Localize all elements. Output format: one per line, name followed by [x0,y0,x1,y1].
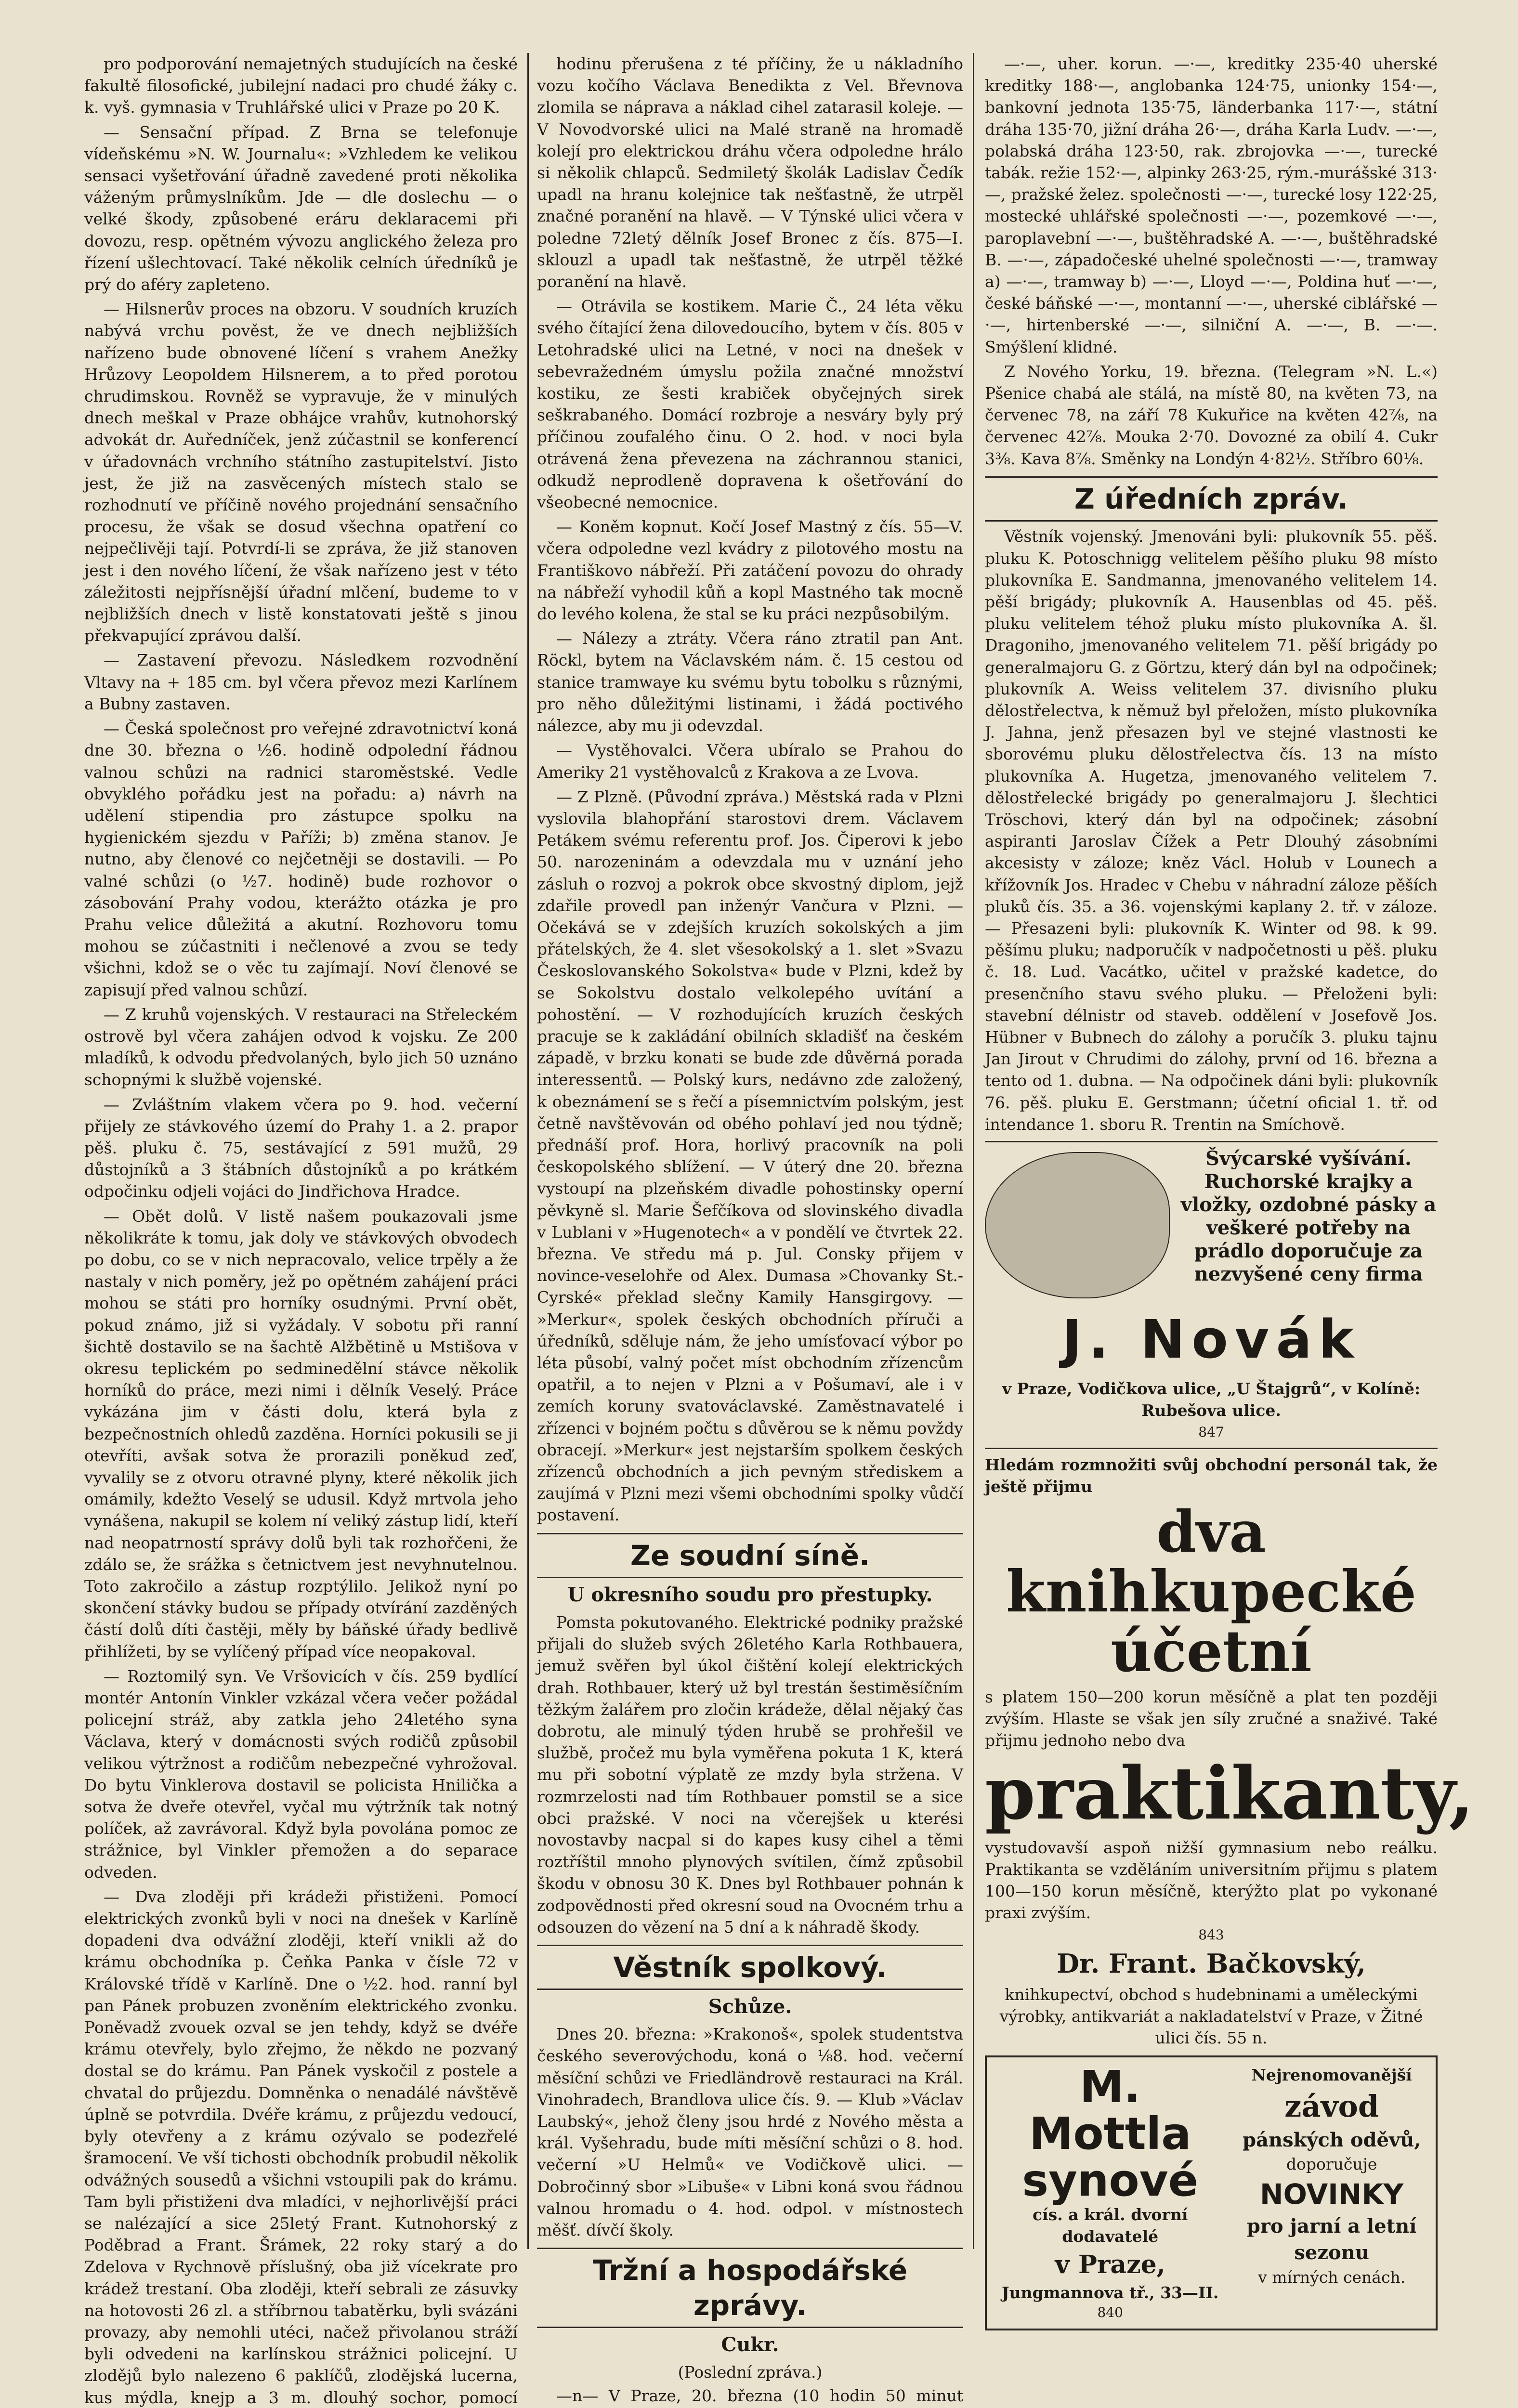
ad-signature: Dr. Frant. Bačkovský, [1057,1948,1366,1979]
section-heading: Z úředních zpráv. [985,476,1438,522]
ad-right [1234,2064,1429,2322]
advertisement-bookshop [985,1448,1474,2049]
article-paragraph: Z Nového Yorku, 19. března. (Telegram »N. L.«) Pšenice chabá ale stálá, na místě 80, na květen 73, na červenec 78, na září 78 Kukuřice na květen 42⅞, na červenec 42⅞. Mouka 2·70. Dovozné za obilí 4. Cukr 3⅜. Kava 8⅞. Směnky na Londýn 4·82½. Stříbro 60⅛. [985,362,1438,468]
ad-number: 840 [1097,2304,1123,2321]
subsection-heading: Cukr. [721,2333,779,2356]
ad-text: pro jarní a letní sezonu [1246,2215,1417,2264]
article-paragraph: Věstník vojenský. Jmenováni byli: plukovník 55. pěš. pluku K. Potoschnigg velitelem pěšího pluku 98 místo plukovníka E. Sandmanna, jmenovaného velitelem 14. pěší brigády; plukovník A. Hausenblas od 45. pěš. pluku velitelem téhož pluku místo plukovníka A. šl. Dragoniho, jmenovaného velitelem 71. pěší brigády po generalmajoru G. z Görtzu, který dán byl na odpočinek; plukovník A. Weiss velitelem 37. divisního pluku dělostřelectva, k němuž byl přeložen, místo plukovníka J. Jahna, jenž přesazen byl ve stejné vlastnosti ke sborovému pluku dělostřelectva čís. 13 na místo plukovníka A. Hugetza, jmenovaného velitelem 7. dělostřelecké brigády po generalmajoru J. šlechtici Tröschovi, který dán byl na odpočinek; zásobní aspiranti Jaroslav Čížek a Petr Dlouhý zásobními akcesisty v záloze; kněz Václ. Holub v Lounech a křížovník Jos. Hradec v Chebu v náhradní záloze pěších pluků čís. 35. a 36. vojenskými kaplany 2. tř. v záloze. — Přesazeni byli: plukovník K. Winter od 98. k 99. pěšímu pluku; nadporučík v nadpočetnosti u pěš. pluku č. 18. Lud. Vacátko, učitel v pražské kadetce, do presenčního stavu svého pluku. — Přeloženi byli: stavební délnistr od staveb. oddělení v Josefově Jos. Hübner v Bubnech do zálohy a poručík 3. pluku tajnu Jan Jirout v Chrudimi do zálohy, první od 16. března a tento od 1. dubna. — Na odpočinek dáni byli: plukovník 76. pěš. pluku E. Gerstmann; účetní oficial 1. tř. od intendance 1. sboru R. Trentin na Smíchově. [985,527,1438,1134]
ad-text: s platem 150—200 korun měsíčně a plat ten později zvýším. Hlaste se však jen síly zručné a snaživé. Také přijmu jednoho nebo dva [985,1687,1438,1750]
article-paragraph: — Roztomilý syn. Ve Vršovicích v čís. 259 bydlící montér Antonín Vinkler vzkázal včera večer požádal policejní stráž, aby zatkla jeho 24letého syna Václava, který v domácnosti svých rodičů způsobil velikou výtržnost a rodičům nebezpečné vyhrožoval. Do bytu Vinklerova dostavil se policista Hnilička a sotva že dveře otevřel, vyčal mu výtržník tak notný políček, až zavrávoral. Když byla povolána pomoc ze strážnice, byl Vinkler přemožen a do separace odveden. [84,1666,518,1882]
article-paragraph: pro podporování nemajetných studujících na české fakultě filosofické, jubilejní nadaci pro chudé žáky c. k. vyš. gymnasia v Truhlářské ulici v Praze po 20 K. [84,54,518,117]
article-paragraph: — Z kruhů vojenských. V restauraci na Střeleckém ostrově byl včera zahájen odvod k vojsku. Ze 200 mladíků, k odvodu předvolaných, bylo jich 50 uznáno schopnými k službě vojenské. [84,1005,518,1089]
map-illustration [985,1152,1170,1298]
advertisement-embroidery [985,1141,1438,1441]
ad-text: doporučuje [1286,2155,1377,2174]
article-paragraph: — Hilsnerův proces na obzoru. V soudních kruzích nabývá vrchu pověst, že ve dnech nejbližších nařízeno bude obnovené líčení s vrahem Anežky Hrůzovy Leopoldem Hilsnerem, a to před porotou chrudimskou. Rovněž se vypravuje, že v minulých dnech meškal v Praze obhájce vrahův, kutnohorský advokát dr. Auředníček, jenž zúčastnil se konferencí v úřadovnách vrchního státního zastupitelství. Jisto jest, že již na zasvěcených místech stalo se rozhodnutí ve příčině nového projednání sensačního procesu, že však se dosud všechna opatření co nejpečlivěji tají. Potvrdí-li se zpráva, že již stanoven jest i den nového líčení, že však nařízeno jest v této záležitosti nejpřísnější úřadní mlčení, budeme to v nejbližších dnech v listě konstatovati ještě s jinou překvapující zprávou další. [84,300,518,645]
note: (Poslední zpráva.) [678,2363,823,2382]
section-heading: Tržní a hospodářské zprávy. [537,2248,963,2328]
ad-shop-name: J. Novák [1062,1309,1361,1371]
ad-text: Švýcarské vyšívání. Ruchorské krajky a vložky, ozdobné pásky a veškeré potřeby na prádlo doporučuje za nezvyšené ceny firma [1180,1147,1437,1286]
ad-text: vystudovavší aspoň nižší gymnasium nebo reálku. Praktikanta se vzděláním universitním přijmu s platem 100—150 korun měsíčně, kterýžto plat po vykonané praxi zvýším. [985,1838,1438,1923]
ad-text: v Praze, [1055,2250,1165,2279]
article-paragraph: — Česká společnost pro veřejné zdravotnictví koná dne 30. března o ½6. hodině odpolední řádnou valnou schůzi na radnici staroměstské. Vedle obvyklého pořádku jest na pořadu: a) návrh na udělení stipendia pro zástupce spolku na hygienickém sjezdu v Paříži; b) změna stanov. Je nutno, aby členové co nejčetněji se dostavili. — Po valné schůzi (o ½7. hodině) bude rozhovor o zásobování Prahy vodou, kterážto otázka je pro Prahu velice důležitá a akutní. Rozhovoru tomu mohou se zúčastniti i nečlenové a zvou se tedy všichni, kdož se o věc tu zajímají. Noví členové se zapisují před valnou schůzí. [84,719,518,999]
article-paragraph: Pomsta pokutovaného. Elektrické podniky pražské přijali do služeb svých 26letého Karla Rothbauera, jemuž svěřen byl úkol čištění kolejí elektrických drah. Rothbauer, který už byl trestán šestiměsíčním těžkým žalářem pro zločin krádeže, dělal nějaký čas dobrotu, ale minulý týden hrubě se prohřešil ve službě, pročež mu byla vyměřena pokuta 1 K, která mu při sobotní výplatě ze mzdy byla stržena. V rozmrzelosti nad tím Rothbauer pomstil se a sice obci pražské. V noci na včerejšek u kterési novostavby nacpal si do kapes kusy cihel a těmi roztříštil mnoho plynových svítilen, čímž způsobil škodu v obnosu 30 K. Dnes byl Rothbauer pohnán k zodpovědnosti před okresní soud na Ovocném trhu a odsouzen do vězení na 5 dní a k náhradě škody. [537,1612,963,1937]
article-paragraph: — Obět dolů. V listě našem poukazovali jsme několikráte k tomu, jak doly ve stávkových obvodech po dobu, co se v nich nepracovalo, velice trpěly a že nastaly v nich poměry, jež po opětném zahájení práci mohou se státi pro horníky osudnými. První obět, pokud známo, již si vyžádaly. V sobotu při ranní šichtě dostavilo se na šachtě Alžbětině u Mstišova v okresu teplickém po sedminedělní stávce několik horníků do práce, mezi nimi i dělník Veselý. Práce vykázána jim v části dolu, která byla z bezpečnostních ohledů zazděna. Horníci pokusili se ji otevříti, avšak sotva že prorazili poněkud zeď, vyvalily se z otvoru otravné plyny, které několik jich omámily, kdežto Veselý se udusil. Když mrtvola jeho vynášena, nakupil se kolem ní veliký zástup lidí, kteří nad neopatrností správy dolů byli tak rozhořčeni, že zdálo se, že srážka s četnictvem jest nevyhnutelnou. Toto zakročilo a zástup rozptýlilo. Jelikož nyní po skončení stávky budou se případy otvírání zazděných částí dolů díti častěji, měly by báňské úřady bedlivě přihlížeti, by se vylíčený případ více neopakoval. [84,1206,518,1661]
ad-shop-name: synové [1022,2154,1199,2206]
ad-text: Nejrenomovanější [1251,2066,1412,2085]
ad-text: knihkupectví, obchod s hudebninami a uměleckými výrobky, antikvariát a nakladatelství v Praze, v Žitné ulici čís. 55 n. [999,1985,1423,2048]
ad-number: 843 [1198,1926,1224,1943]
article-paragraph: — Otrávila se kostikem. Marie Č., 24 léta věku svého čítající žena dilovedoucího, bytem v čís. 805 v Letohradské ulici na Letné, v noci na dnešek v sebevražedném úmyslu požila značné množství kostiku, ze šesti krabiček obyčejných sirek seškrabaného. Domácí rozbroje a nesváry byly prý příčinou zoufalého činu. O 2. hod. v noci byla otrávená žena převezena na záchrannou stanici, odkudž neprodleně dopravena k ošetřování do všeobecné nemocnice. [537,297,963,512]
article-paragraph: — Nálezy a ztráty. Včera ráno ztratil pan Ant. Röckl, bytem na Václavském nám. č. 15 cestou od stanice tramwaye ku svému bytu tobolku s různými, pro něho důležitými listinami, i žádá poctivého nálezce, aby mu ji odevzdal. [537,629,963,735]
column-divider [527,53,529,2249]
ad-text: pánských oděvů, [1243,2128,1421,2151]
ad-text: v mírných cenách. [1258,2267,1406,2287]
article-paragraph: — Dva zloději při krádeži přistiženi. Pomocí elektrických zvonků byli v noci na dnešek v Karlíně dopadeni dva odvážní zloději, kteří vnikli až do krámu obchodníka p. Čeňka Panka v čísle 72 v Královské třídě v Karlíně. Dne o ½2. hod. ranní byl pan Pánek probuzen zvoněním elektrického zvonku. Poněvadž zvouek ozval se jen tehdy, když se dvéře krámu otevřely, bylo zřejmo, že někdo ne pozvaný dostal se do krámu. Pan Pánek vyskočil z postele a chvatal do průjezdu. Domněnka o nenadálé návštěvě úplně se potvrdila. Dvéře krámu, z průjezdu vedoucí, byly otevřeny a z krámu ozývalo se podezřelé šramocení. Ve vší tichosti obchodník probudil několik odvážných sousedů a všichni vstoupili pak do krámu. Tam byli přistiženi dva mladíci, v nejhorlivější práci se nalézající a sice 25letý Frant. Kutnohorský z Poděbrad a Frant. Šrámek, 22 roky starý a do Zdelova v Rychnově příslušný, oba již vícekrate pro krádež trestaní. Oba zloději, kteří sebrali ze zásuvky na hotovosti 26 zl. a stříbrnou tabatěrku, byli svázáni provazy, aby nemohli utéci, načež přivolanou stráží byli odvedeni na karlínskou strážnici policejní. U zlodějů bylo nalezeno 6 paklíčů, zlodějská lucerna, kus mýdla, knejp a 3 m. dlouhý sochor, pomocí [84,1887,518,2407]
article-paragraph: —·—, uher. korun. —·—, kreditky 235·40 uherské kreditky 188·—, anglobanka 124·75, unionky 154·—, bankovní jednota 135·75, länderbanka 117·—, státní dráha 135·70, jižní dráha 26·—, dráha Karla Ludv. —·—, polabská dráha 123·50, rak. zbrojovka —·—, turecké tabák. režie 152·—, alpinky 263·25, rým.-murášské 313·—, pražské želez. společnosti —·—, turecké losy 122·25, mostecké uhlářské společnosti —·—, pozemkové —·—, paroplavební —·—, buštěhradské A. —·—, buštěhradské B. —·—, západočeské uhelné společnosti —·—, tramway a) —·—, tramway b) —·—, Lloyd —·—, Poldina huť —·—, české báňské —·—, montanní —·—, uherské ciblářské —·—, hirtenberské —·—, silniční A. —·—, B. —·—. Smýšlení klidné. [985,54,1438,356]
ad-left [994,2061,1227,2322]
column-1 [84,53,518,2407]
section-heading: Věstník spolkový. [537,1945,963,1990]
ad-headline: dva knihkupecké účetní [1006,1498,1416,1685]
advertisement-tailor [985,2055,1438,2330]
ad-text: NOVINKY [1260,2177,1404,2211]
article-paragraph: hodinu přerušena z té příčiny, že u nákladního vozu kočího Václava Benedikta z Vel. Břevnova zlomila se náprava a náklad cihel zatarasil koleje. — V Novodvorské ulici na Malé straně na hromadě kolejí pro elektrickou dráhu včera odpoledne hrálo si několik chlapců. Sedmiletý školák Ladislav Čedík upadl na hranu kolejnice tak nešťastně, že utrpěl značné poranění na hlavě. — V Týnské ulici včera v poledne 72letý dělník Josef Bronec z čís. 875—I. sklouzl a upadl tak nešťastně, že utrpěl těžké poranění na hlavě. [537,54,963,291]
article-paragraph: — Koněm kopnut. Kočí Josef Mastný z čís. 55—V. včera odpoledne vezl kvádry z pilotového mostu na Františkovo nábřeží. Při zatáčení povozu do ohrady na nábřeží vyhodil kůň a kopl Mastného tak mocně do levého kolena, že stal se ku práci nezpůsobilým. [537,517,963,624]
article-paragraph: Dnes 20. března: »Krakonoš«, spolek studentstva českého severovýchodu, koná o ⅛8. hod. večerní měsíční schůzi ve Friedländrově restauraci na Král. Vinohradech, Brandlova ulice čís. 9. — Klub »Václav Laubský«, jehož členy jsou hrdé z Nového města a král. Vyšehradu, bude míti měsíční schůzi o 8. hod. večerní »U Helmů« ve Vodičkově ulici. — Dobročinný sbor »Libuše« v Libni koná svou řádnou valnou hromadu o 4. hod. odpol. v místnostech měšť. dívčí školy. [537,2025,963,2240]
ad-headline: praktikanty, [985,1751,1474,1836]
column-2 [537,53,963,2406]
article-paragraph: — Vystěhovalci. Včera ubíralo se Prahou do Ameriky 21 vystěhovalců z Krakova a ze Lvova. [537,741,963,782]
column-divider [973,53,974,2249]
article-paragraph: — Z Plzně. (Původní zpráva.) Městská rada v Plzni vyslovila blahopřání starostovi drem. Václavem Petákem svému referentu prof. Jos. Čiperovi k jebo 50. narozeninám a odevzdala mu v uznání jeho zásluh o rozvoj a pokrok obce skvostný diplom, jejž zdařile provedl pan inženýr Vančura v Plzni. — Očekává se v zdejších kruzích sokolských a jim přátelských, že 4. slet všesokolský a 1. slet »Svazu Českoslovanského Sokolstva« bude v Plzni, kdež by se Sokolstvu dostalo velkolepého uvítání a pohostění. — V rozhodujících kruzích českých pracuje se k zakládání obilních skladišť na českém západě, v brzku konati se bude zde důvěrná porada interessentů. — Polský kurs, nedávno zde založený, k obeznámení se s řečí a písemnictvím polským, jest četně navštěvován od obého pohlaví jed nou týdně; přednáší prof. Hora, horlivý pracovník na poli českopolského sblížení. — V úterý dne 20. března vystoupí na plzeňském divadle pohostinsky operní pěvkyně sl. Marie Šefčíkova od slovinského divadla v Lublani v »Hugenotech« a v pondělí ve čtvrtek 22. března. Ve středu má p. Jul. Consky přijem v novince-veselohře od Alex. Dumasa »Chovanky St.-Cyrské« překlad slečny Kamily Hansgirgovy. — »Merkur«, spolek českých obchodních příruči a úředníků, sděluje nám, že jeho umísťovací výbor po léta působí, valný počet míst obchodním zřízencům opatřil, a to nejen v Plzni a v Pošumaví, ale i v zemích koruny svatováclavské. Zaměstnavatelé i zřízenci v bojném počtu s důvěrou se k němu povždy obracejí. »Merkur« jest nejstarším spolkem českých zřízenců obchodních a jich pevným střediskem a zaujímá v Plzni mezi všemi obchodními spolky vůdčí postavení. [537,787,963,1525]
ad-intro: Hledám rozmnožiti svůj obchodní personál tak, že ještě přijmu [985,1455,1438,1496]
ad-text: závod [1284,2088,1379,2124]
article-paragraph: — Sensační případ. Z Brna se telefonuje vídeňskému »N. W. Journalu«: »Vzhledem ke velikou sensaci vyšetřování úřadně zavedené proti několika váženým průmyslníkům. Jde — dle doslechu — o velké škody, způsobené eráru deklaracemi při dovozu, resp. opětném vývozu anglického železa pro řízení ušlechtovací. Také několik celních úředníků je prý do aféry zapleteno. [84,122,518,294]
ad-address: Jungmannova tř., 33—II. [1001,2283,1219,2302]
ad-address: v Praze, Vodičkova ulice, „U Štajgrů“, v Kolíně: Rubešova ulice. [1002,1379,1421,1420]
ad-shop-name: M. Mottla [1029,2061,1191,2160]
column-3 [985,53,1474,2321]
ad-number: 847 [1198,1424,1224,1440]
article-paragraph: —n— V Praze, 20. března (10 hodin 50 minut [556,2386,963,2406]
section-heading: Ze soudní síně. [537,1533,963,1579]
subsection-heading: Schůze. [708,1995,792,2018]
subsection-heading: U okresního soudu pro přestupky. [567,1584,933,1607]
ad-text: cís. a král. dvorní dodavatelé [1032,2205,1188,2246]
article-paragraph: — Zvláštním vlakem včera po 9. hod. večerní přijely ze stávkového území do Prahy 1. a 2. prapor pěš. pluku č. 75, sestávající z 591 mužů, 29 důstojníků a 3 štábních důstojníků a po krátkém odpočinku odjeli vojáci do Jindřichova Hradce. [84,1095,518,1201]
article-paragraph: — Zastavení převozu. Následkem rozvodnění Vltavy na + 185 cm. byl včera převoz mezi Karlínem a Bubny zastaven. [84,651,518,713]
